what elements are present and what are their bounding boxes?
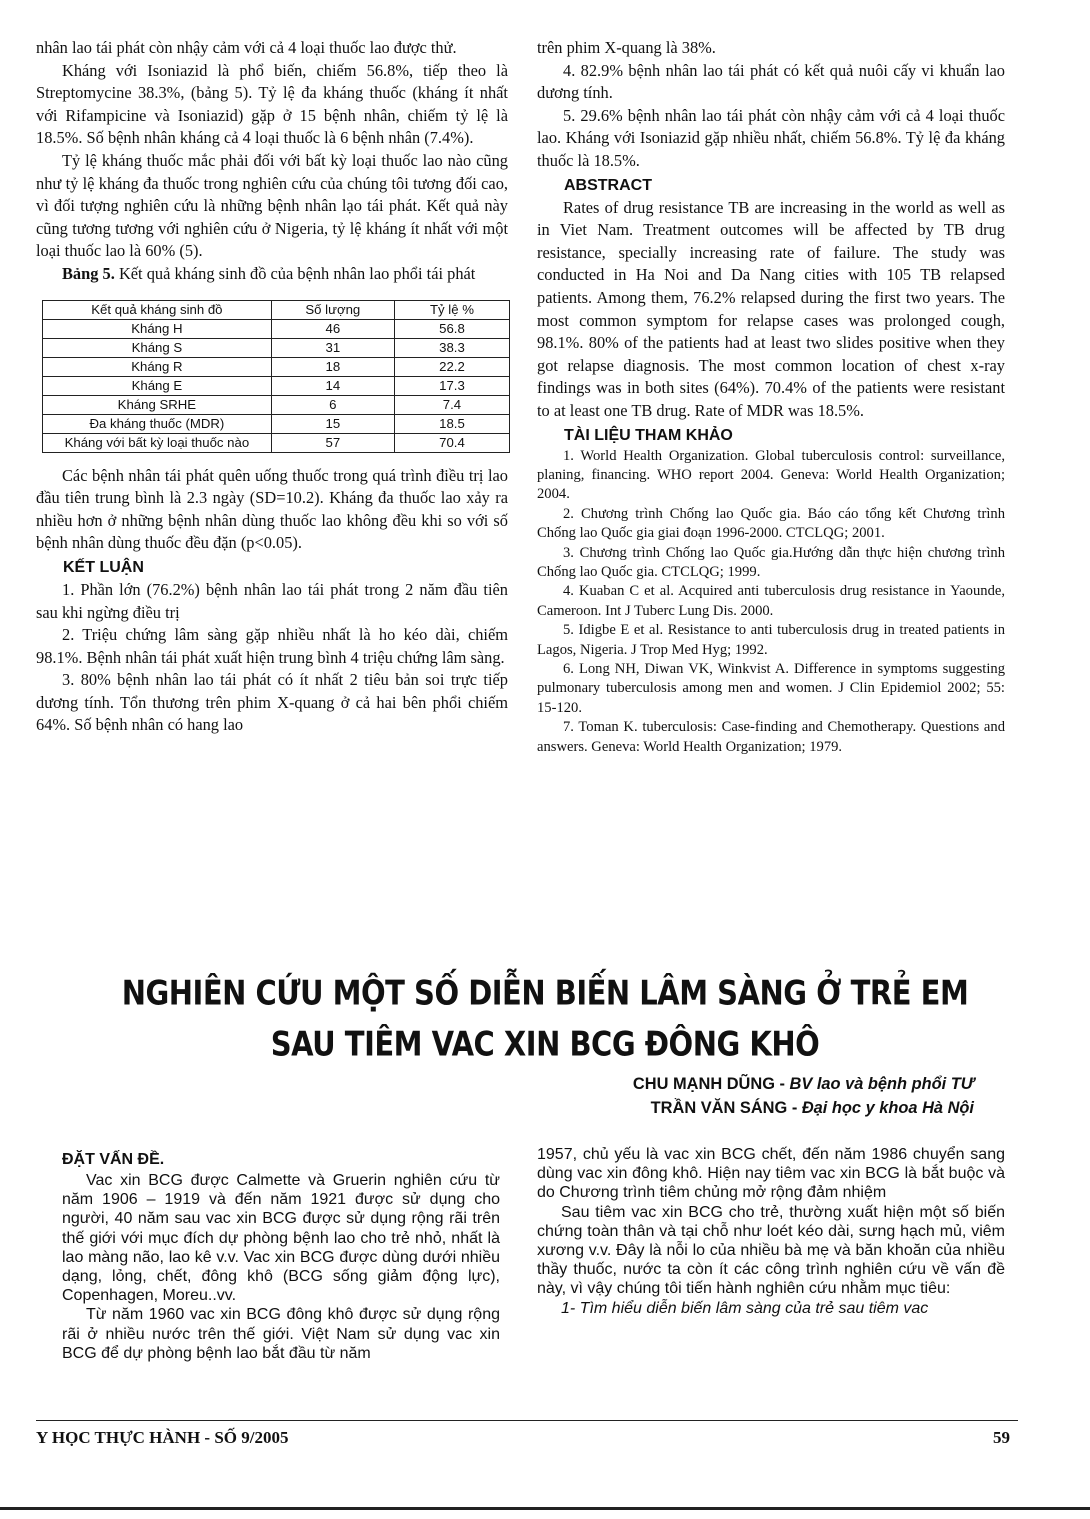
page-number: 59 xyxy=(993,1428,1010,1447)
table-row xyxy=(43,376,510,395)
table-cell: 46 xyxy=(271,319,394,338)
table-cell: 18.5 xyxy=(394,414,509,433)
article-title-line-2: SAU TIÊM VAC XIN BCG ĐÔNG KHÔ xyxy=(270,1023,820,1064)
conclusion-5: 5. 29.6% bệnh nhân lao tái phát còn nhậy cảm với cả 4 loại thuốc lao. Kháng với Isoniazid gặp nhiều nhất, chiếm 56.8%. Tỷ lệ đa kháng thuốc là 18.5%. xyxy=(537,105,1005,170)
table-cell: 14 xyxy=(271,376,394,395)
conclusion-1: 1. Phần lớn (76.2%) bệnh nhân lao tái phát trong 2 năm đầu tiên sau khi ngừng điều trị xyxy=(36,579,508,622)
heading-abstract: ABSTRACT xyxy=(564,176,652,194)
table-cell: 56.8 xyxy=(394,319,509,338)
conclusion-3: 3. 80% bệnh nhân lao tái phát có ít nhất 2 tiêu bản soi trực tiếp dương tính. Tổn thương trên phim X-quang ở cả hai bên phổi chiếm 64%. Số bệnh nhân có hang lao xyxy=(36,670,508,735)
table-row xyxy=(43,338,510,357)
abstract-text: Rates of drug resistance TB are increasing in the world as well as in Viet Nam. Treatment outcomes will be affected by TB drug resistance, specially increasing rate of failure. The study was conducted in Ha Noi and Da Nang cities with 105 TB relapsed patients. Among them, 76.2% relapsed during the first two years. The most common symptom for relapse cases was prolonged cough, 98.1%. 80% of the patients had at least two slides positive when they got relapse diagnosis. The most common location of chest x-ray findings was in both sites (64%). 70.4% of the patients were resistant to at least one TB drug. Rate of MDR was 18.5%. xyxy=(537,197,1005,420)
table-header-row xyxy=(43,300,510,319)
table-cell: 6 xyxy=(271,395,394,414)
table-cell: Kháng H xyxy=(43,319,272,338)
conclusion-4: 4. 82.9% bệnh nhân lao tái phát có kết quả nuôi cấy vi khuẩn lao dương tính. xyxy=(537,60,1005,103)
journal-name: Y HỌC THỰC HÀNH - SỐ 9/2005 xyxy=(36,1428,289,1447)
table-row xyxy=(43,357,510,376)
conclusion-2: 2. Triệu chứng lâm sàng gặp nhiều nhất là ho kéo dài, chiếm 98.1%. Bệnh nhân tái phát xuất hiện trung bình 4 triệu chứng lâm sàng. xyxy=(36,625,508,667)
reference-item: 1. World Health Organization. Global tuberculosis control: surveillance, planing, financing. WHO report 2004. Geneva: World Health Organization; 2004. xyxy=(537,447,1005,503)
right-column xyxy=(537,37,1005,757)
reference-item: 3. Chương trình Chống lao Quốc gia.Hướng dẫn thực hiện chương trình Chống lao Quốc gia. CTCLQG; 1999. xyxy=(537,544,1005,580)
intro-paragraph-2: Từ năm 1960 vac xin BCG đông khô được sử dụng rộng rãi ở nhiều nước trên thế giới. Việt Nam sử dụng vac xin BCG để dự phòng bệnh lao bắt đầu từ năm xyxy=(62,1306,500,1362)
table-row xyxy=(43,433,510,452)
table-header: Số lượng xyxy=(271,300,394,319)
page-footer xyxy=(36,1420,1018,1448)
article2-left-column xyxy=(62,1147,500,1363)
table-row xyxy=(43,395,510,414)
left-column xyxy=(36,37,508,737)
results-table xyxy=(42,300,510,453)
author-1-name: CHU MẠNH DŨNG - xyxy=(632,1075,790,1093)
table-cell: Kháng R xyxy=(43,357,272,376)
left-paragraph-1: nhân lao tái phát còn nhậy cảm với cả 4 loại thuốc lao được thử. xyxy=(36,38,457,57)
reference-item: 5. Idigbe E et al. Resistance to anti tuberculosis drug in treated patients in Lagos, Nigeria. J Trop Med Hyg; 1992. xyxy=(537,622,1005,658)
references-list xyxy=(537,447,1005,758)
reference-item: 7. Toman K. tuberculosis: Case-finding and Chemotherapy. Questions and answers. Geneva: World Health Organization; 1979. xyxy=(537,719,1005,755)
table-cell: 18 xyxy=(271,357,394,376)
left-paragraph-2: Kháng với Isoniazid là phổ biến, chiếm 56.8%, tiếp theo là Streptomycine 38.3%, (bảng 5). Tỷ lệ đa kháng thuốc (kháng ít nhất với Rifampicine và Isoniazid) gặp ở 15 bệnh nhân, chiếm tỷ lệ là 18.5%. Số bệnh nhân kháng cả 4 loại thuốc là 6 bệnh nhân (7.4%). xyxy=(36,60,508,148)
table-cell: 57 xyxy=(271,433,394,452)
intro-paragraph-3: 1957, chủ yếu là vac xin BCG chết, đến năm 1986 chuyển sang dùng vac xin đông khô. Hiện nay tiêm vac xin BCG là bắt buộc và do Chương trình tiêm chủng mở rộng đảm nhiệm xyxy=(537,1146,1005,1202)
table-cell: Kháng với bất kỳ loại thuốc nào xyxy=(43,433,272,452)
table-cell: Kháng SRHE xyxy=(43,395,272,414)
table-header: Tỷ lệ % xyxy=(394,300,509,319)
author-2 xyxy=(633,1096,974,1120)
author-2-affiliation: Đại học y khoa Hà Nội xyxy=(801,1099,974,1117)
table-cell: Đa kháng thuốc (MDR) xyxy=(43,414,272,433)
author-1-affiliation: BV lao và bệnh phổi TƯ xyxy=(789,1075,974,1093)
table-cell: 7.4 xyxy=(394,395,509,414)
table-cell: 31 xyxy=(271,338,394,357)
objective-1: 1- Tìm hiểu diễn biến lâm sàng của trẻ sau tiêm vac xyxy=(561,1299,929,1317)
table-cell: 17.3 xyxy=(394,376,509,395)
table-cell: 15 xyxy=(271,414,394,433)
table-caption-label: Bảng 5. xyxy=(62,263,115,283)
intro-paragraph-1: Vac xin BCG được Calmette và Gruerin nghiên cứu từ năm 1906 – 1919 và đến năm 1921 được sử dụng cho người, 40 năm sau vac xin BCG được sử dụng rộng rãi trên thế giới với mục đích dự phòng bệnh lao cho trẻ nhỏ, nhất là lao màng não, lao kê v.v. Vac xin BCG được dùng dưới nhiều dạng, lỏng, chết, đông khô (BCG sống giảm động lực), Copenhagen, Moreu..vv. xyxy=(62,1172,500,1305)
table-caption-text: Kết quả kháng sinh đồ của bệnh nhân lao phổi tái phát xyxy=(114,263,476,283)
reference-item: 4. Kuaban C et al. Acquired anti tuberculosis drug resistance in Yaounde, Cameroon. Int J Tuberc Lung Dis. 2000. xyxy=(537,583,1005,619)
reference-item: 2. Chương trình Chống lao Quốc gia. Báo cáo tổng kết Chương trình Chống lao Quốc gia giai đoạn 1996-2000. CTCLQG; 2001. xyxy=(537,505,1005,542)
right-paragraph-1: trên phim X-quang là 38%. xyxy=(537,38,716,57)
author-2-name: TRẦN VĂN SÁNG - xyxy=(650,1099,802,1117)
table-row xyxy=(43,414,510,433)
table-header: Kết quả kháng sinh đồ xyxy=(43,300,272,319)
authors xyxy=(633,1072,974,1120)
table-row xyxy=(43,319,510,338)
table-cell: 38.3 xyxy=(394,338,509,357)
article-title-line-1: NGHIÊN CỨU MỘT SỐ DIỄN BIẾN LÂM SÀNG Ở TRẺ EM xyxy=(121,972,969,1013)
heading-conclusion: KẾT LUẬN xyxy=(63,558,144,576)
table-cell: 70.4 xyxy=(394,433,509,452)
table-caption xyxy=(36,263,508,286)
left-paragraph-3: Tỷ lệ kháng thuốc mắc phải đối với bất kỳ loại thuốc lao nào cũng như tỷ lệ kháng đa thuốc trong nghiên cứu của chúng tôi tương đối cao, vì đối tượng nghiên cứu là những bệnh nhân lạo tái phát. Kết quả này cũng tương tương với nghiên cứu ở Nigeria, tỷ lệ kháng ít nhất với một loại thuốc lao là 60% (5). xyxy=(36,150,508,261)
article-title xyxy=(0,968,1090,1069)
table-cell: Kháng S xyxy=(43,338,272,357)
author-1 xyxy=(633,1072,974,1096)
heading-references: TÀI LIỆU THAM KHẢO xyxy=(564,426,733,444)
table-cell: 22.2 xyxy=(394,357,509,376)
table-cell: Kháng E xyxy=(43,376,272,395)
heading-intro: ĐẶT VẤN ĐỀ. xyxy=(62,1151,165,1168)
intro-paragraph-4: Sau tiêm vac xin BCG cho trẻ, thường xuất hiện một số biến chứng toàn thân và tại chỗ như loét kéo dài, sưng hạch mủ, viêm xương v.v. Đây là nỗi lo của nhiều bà mẹ và băn khoăn của nhiều thầy thuốc, nước ta còn ít các công trình nghiên cứu về vấn đề này, vì vậy chúng tôi tiến hành nghiên cứu nhằm mục tiêu: xyxy=(537,1203,1005,1298)
reference-item: 6. Long NH, Diwan VK, Winkvist A. Difference in symptoms suggesting pulmonary tuberculosis among men and women. J Clin Epidemiol 2002; 55: 15-120. xyxy=(537,660,1005,716)
article2-right-column xyxy=(537,1145,1005,1318)
bottom-rule xyxy=(0,1507,1090,1510)
left-paragraph-4: Các bệnh nhân tái phát quên uống thuốc trong quá trình điều trị lao đầu tiên trung bình là 2.3 ngày (SD=10.2). Kháng đa thuốc lao xảy ra nhiều hơn ở những bệnh nhân dùng thuốc lao không đều khi so với số bệnh nhân dùng thuốc đều đặn (p<0.05). xyxy=(36,465,508,553)
